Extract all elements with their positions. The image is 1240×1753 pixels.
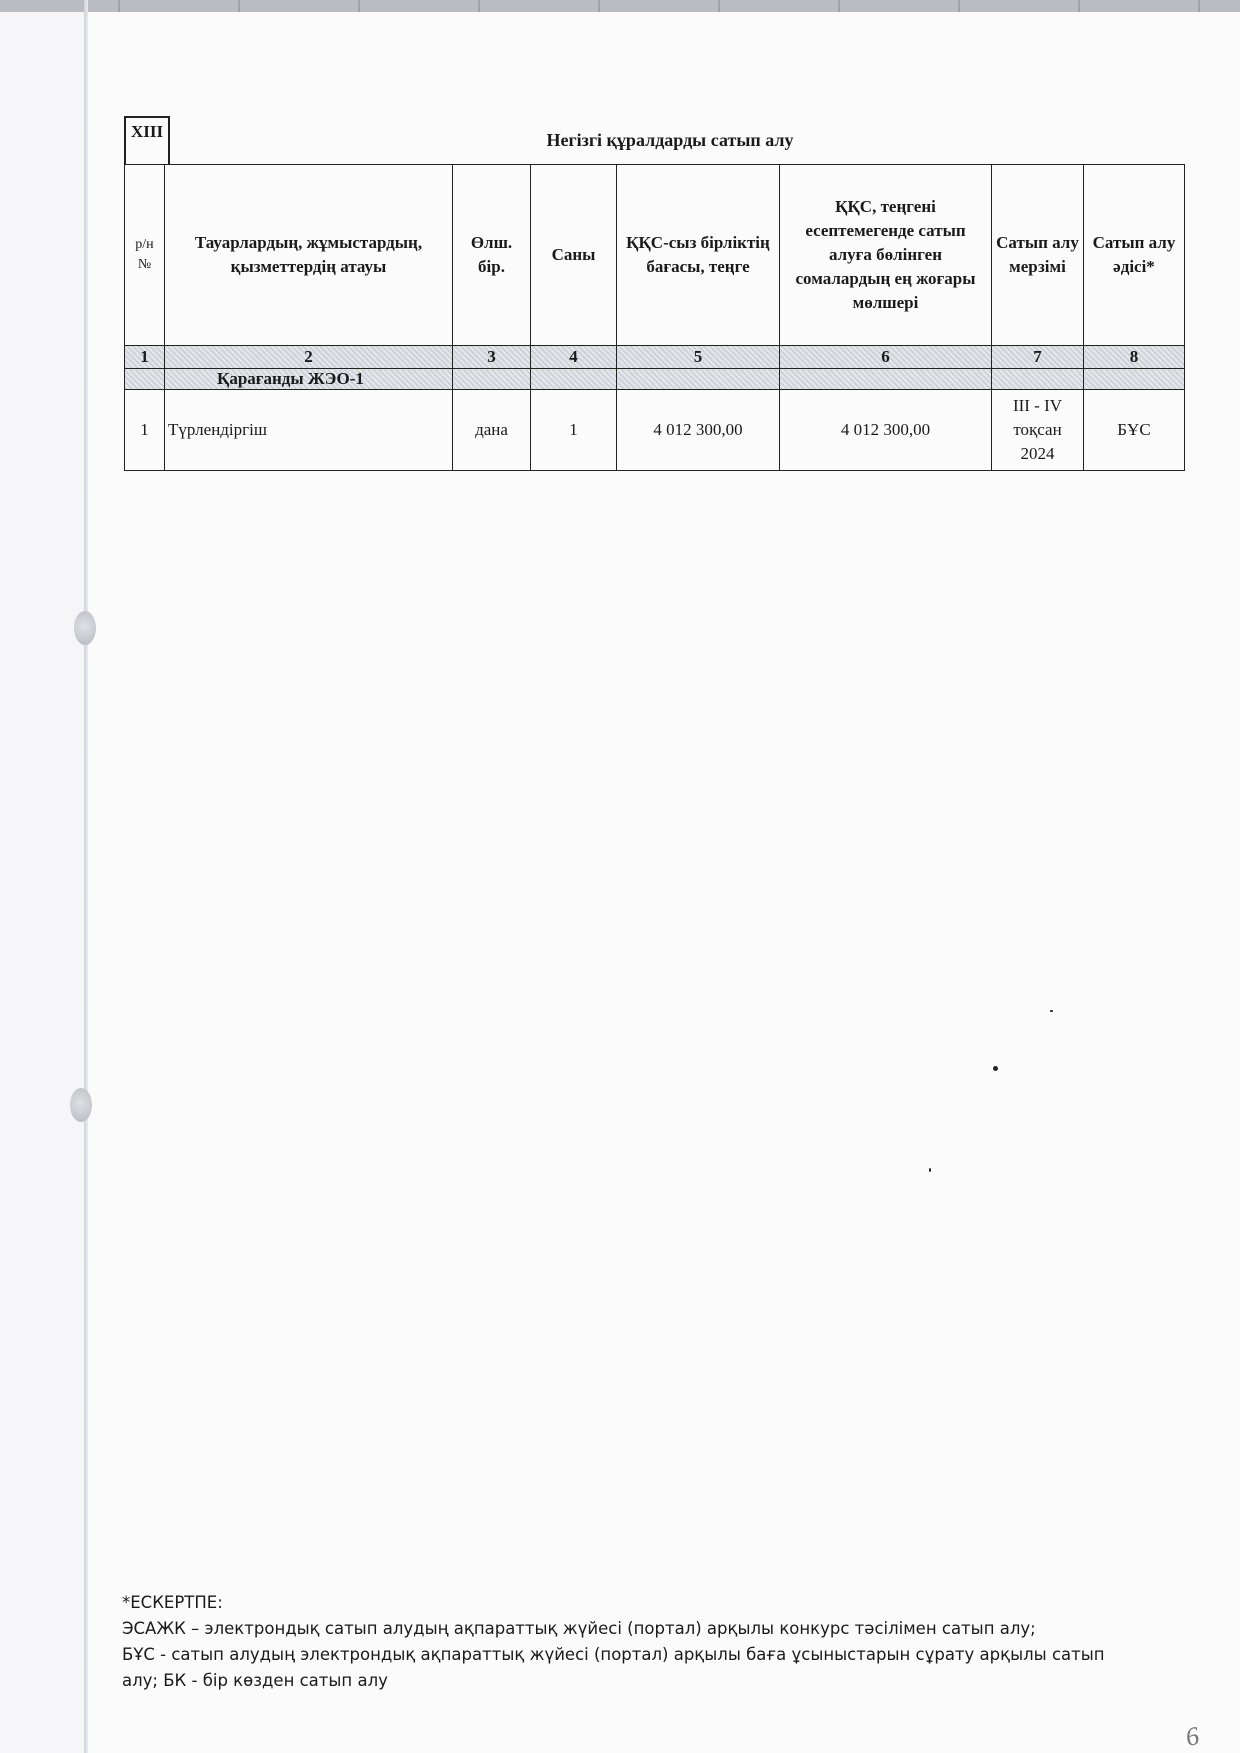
header-quantity: Саны <box>531 165 617 346</box>
group-cell <box>992 369 1084 390</box>
scan-speck <box>993 1066 998 1071</box>
group-name: Қарағанды ЖЭО-1 <box>165 369 453 390</box>
handwritten-page-number: 6 <box>1183 1720 1202 1753</box>
scanner-top-grid <box>0 0 1240 12</box>
column-number: 8 <box>1084 346 1185 369</box>
table-row <box>125 390 1185 471</box>
group-cell <box>453 369 531 390</box>
column-number: 4 <box>531 346 617 369</box>
punch-hole-upper <box>74 611 96 645</box>
group-cell <box>780 369 992 390</box>
header-row <box>125 165 1185 346</box>
scan-speck <box>1050 1010 1053 1012</box>
group-row <box>125 369 1185 390</box>
column-number: 3 <box>453 346 531 369</box>
header-max-amount: ҚҚС, теңгені есептемегенде сатып алуға бөлінген сомалардың ең жоғары мөлшері <box>780 165 992 346</box>
scan-speck <box>929 1168 931 1172</box>
column-number: 1 <box>125 346 165 369</box>
header-row-number: р/н № <box>125 165 165 346</box>
item-unit-price: 4 012 300,00 <box>617 390 780 471</box>
column-number: 6 <box>780 346 992 369</box>
group-cell <box>531 369 617 390</box>
item-name: Түрлендіргіш <box>165 390 453 471</box>
item-max-amount: 4 012 300,00 <box>780 390 992 471</box>
footnote-line: БҰС - сатып алудың электрондық ақпараттық жүйесі (портал) арқылы баға ұсыныстарын сұрату арқылы сатып алу; БК - бір көзден сатып алу <box>122 1645 1105 1690</box>
row-number: 1 <box>125 390 165 471</box>
footnote-line: ЭСАЖК – электрондық сатып алудың ақпараттық жүйесі (портал) арқылы конкурс тәсілімен сатып алу; <box>122 1619 1036 1638</box>
header-item-name: Тауарлардың, жұмыстардың, қызметтердің атауы <box>165 165 453 346</box>
item-unit: дана <box>453 390 531 471</box>
item-period: III - IV тоқсан 2024 <box>992 390 1084 471</box>
section-title: Негізгі құралдарды сатып алу <box>546 130 794 150</box>
footnote-heading: *ЕСКЕРТПЕ: <box>122 1593 223 1612</box>
group-cell <box>125 369 165 390</box>
header-period: Сатып алу мерзімі <box>992 165 1084 346</box>
section-number: XIII <box>124 116 170 166</box>
header-unit-price: ҚҚС-сыз бірліктің бағасы, теңге <box>617 165 780 346</box>
footnote-block <box>122 1590 1142 1694</box>
group-cell <box>1084 369 1185 390</box>
item-quantity: 1 <box>531 390 617 471</box>
header-method: Сатып алу әдісі* <box>1084 165 1185 346</box>
punch-hole-lower <box>70 1088 92 1122</box>
item-method: БҰС <box>1084 390 1185 471</box>
column-number: 7 <box>992 346 1084 369</box>
procurement-table <box>124 164 1185 471</box>
header-unit: Өлш. бір. <box>453 165 531 346</box>
group-cell <box>617 369 780 390</box>
column-number: 2 <box>165 346 453 369</box>
column-number: 5 <box>617 346 780 369</box>
column-number-row <box>125 346 1185 369</box>
